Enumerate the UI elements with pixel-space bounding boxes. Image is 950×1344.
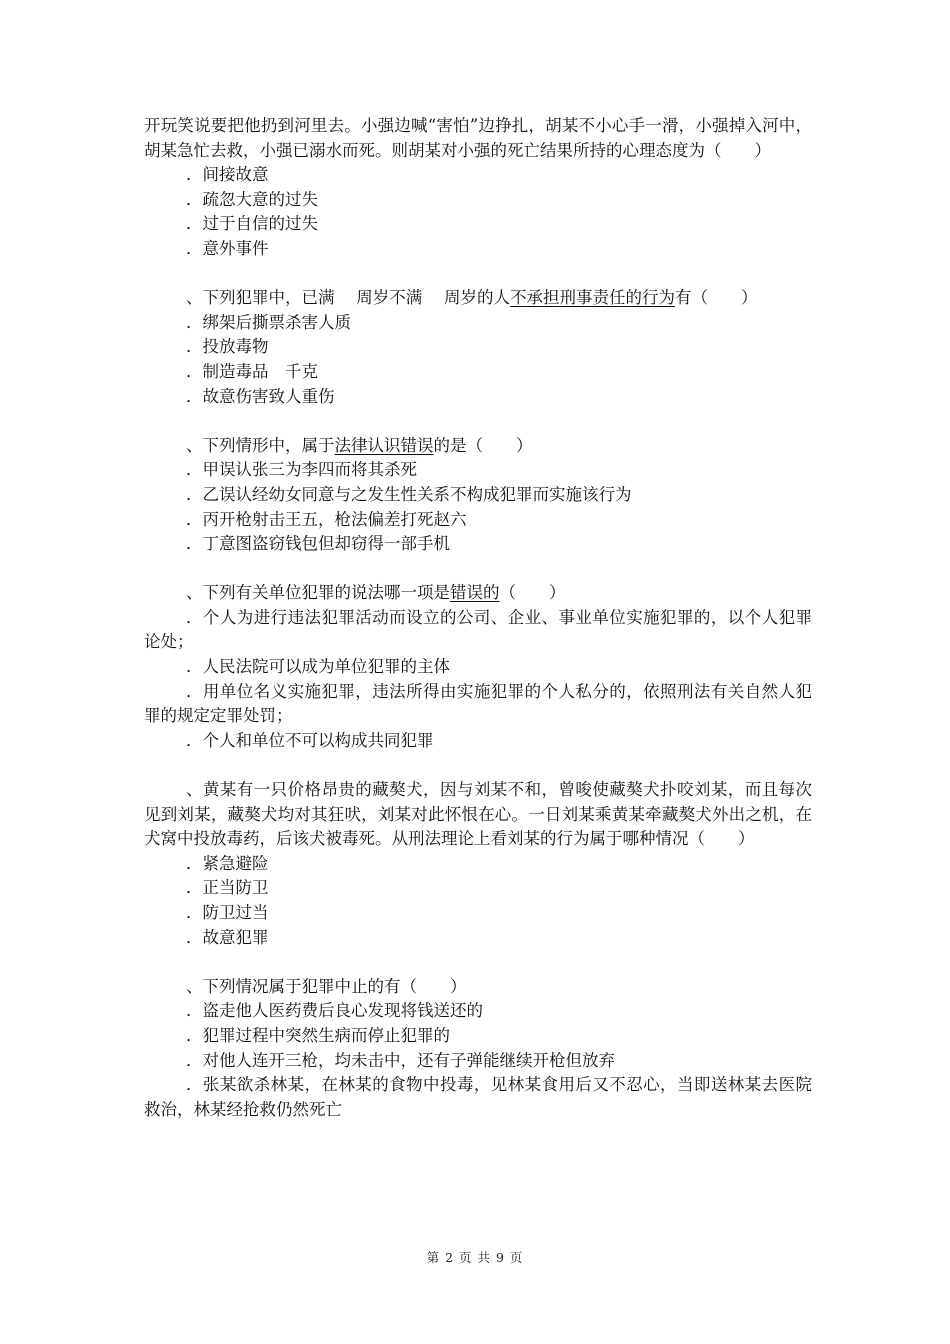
option-a: ．绑架后撕票杀害人质 [186,312,351,332]
question-text-mid2: 周岁的人 [444,288,510,308]
question-text-mid: 周岁不满 [356,288,423,308]
option-a: ．紧急避险 [186,853,269,873]
question-continued [144,114,812,262]
option-c: ．丙开枪射击王五，枪法偏差打死赵六 [186,509,467,529]
question-crime-discontinuation [144,975,812,1123]
question-unit-crime [144,581,812,753]
option-a: ．间接故意 [186,165,269,185]
underlined-phrase: 法律认识错误 [334,435,434,455]
option-c: ．防卫过当 [186,903,269,922]
option-c: ．过于自信的过失 [186,214,318,234]
document-body [144,114,812,1122]
spacer [144,262,812,287]
option-b: ．正当防卫 [186,878,269,898]
option-a: ．盗走他人医药费后良心发现将钱送还的 [186,1001,483,1021]
question-text [144,581,812,606]
question-text-pre: 、下列有关单位犯罪的说法哪一项是 [186,583,450,603]
option-c: ．制造毒品 千克 [186,361,318,381]
question-text-post: 有（ ） [675,288,758,308]
option-c: ．对他人连开三枪，均未击中，还有子弹能继续开枪但放弃 [186,1050,615,1070]
option-d: ．丁意图盗窃钱包但却窃得一部手机 [186,534,450,554]
blank-age-2 [422,288,444,307]
question-text-pre: 、下列情形中，属于 [186,435,335,455]
question-text [144,434,812,459]
option-d: ．张某欲杀林某，在林某的食物中投毒，见林某食用后又不忍心，当即送林某去医院救治，林某经抢救仍然死亡 [144,1075,812,1119]
question-legal-mistake [144,434,812,557]
question-text-post: （ ） [499,583,566,603]
question-text-post: 的是（ ） [433,435,533,455]
spacer [144,753,812,778]
question-age-liability [144,286,812,409]
option-c: ．用单位名义实施犯罪，违法所得由实施犯罪的个人私分的，依照刑法有关自然人犯罪的规定定罪处罚； [144,681,812,726]
question-text-pre: 、下列犯罪中，已满 [186,288,335,308]
option-a: ．甲误认张三为李四而将其杀死 [186,460,417,480]
underlined-phrase: 错误的 [450,583,500,603]
option-d: ．意外事件 [186,238,269,258]
option-d: ．故意犯罪 [186,927,269,947]
spacer [144,950,812,975]
underlined-phrase: 不承担刑事责任的行为 [510,288,675,308]
page-footer: 第 2 页 共 9 页 [426,1250,524,1265]
option-b: ．疏忽大意的过失 [186,189,318,209]
spacer [144,557,812,582]
option-b: ．投放毒物 [186,337,269,357]
option-d: ．个人和单位不可以构成共同犯罪 [186,730,434,750]
question-text: 、下列情况属于犯罪中止的有（ ） [186,976,467,996]
option-b: ．人民法院可以成为单位犯罪的主体 [186,657,450,677]
question-text: 、黄某有一只价格昂贵的藏獒犬，因与刘某不和，曾唆使藏獒犬扑咬刘某，而且每次见到刘某，藏獒犬均对其狂吠，刘某对此怀恨在心。一日刘某乘黄某牵藏獒犬外出之机，在犬窝中投放毒药，后该犬被毒死。从刑法理论上看刘某的行为属于哪种情况（ ） [144,780,812,849]
question-mastiff [144,778,812,950]
question-text [144,286,812,311]
option-b: ．犯罪过程中突然生病而停止犯罪的 [186,1025,450,1045]
option-a: ．个人为进行违法犯罪活动而设立的公司、企业、事业单位实施犯罪的，以个人犯罪论处； [144,607,812,652]
option-b: ．乙误认经幼女同意与之发生性关系不构成犯罪而实施该行为 [186,484,632,504]
blank-age-1 [335,288,357,307]
spacer [144,409,812,434]
option-d: ．故意伤害致人重伤 [186,386,335,406]
question-text: 开玩笑说要把他扔到河里去。小强边喊“害怕”边挣扎，胡某不小心手一滑，小强掉入河中，胡某急忙去救，小强已溺水而死。则胡某对小强的死亡结果所持的心理态度为（ ） [144,116,812,160]
